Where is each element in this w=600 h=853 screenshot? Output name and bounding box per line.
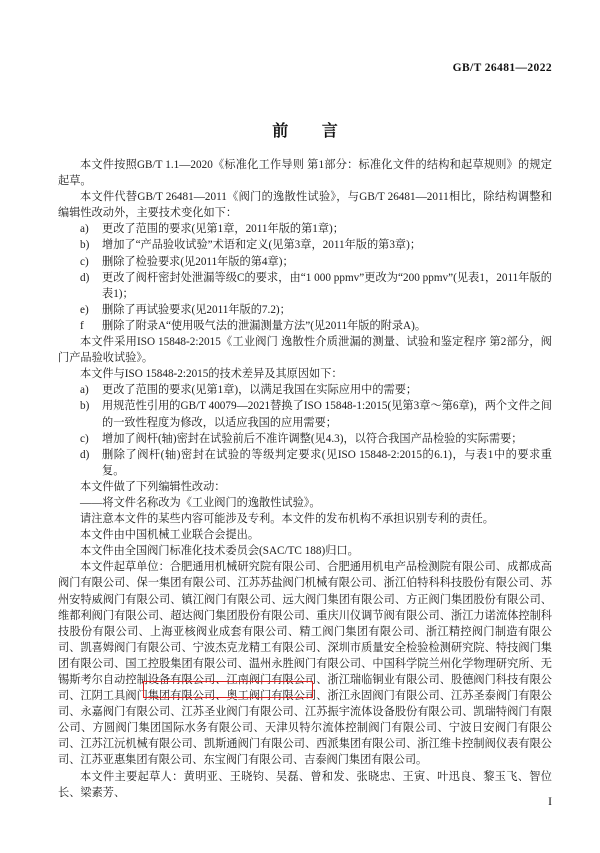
list-item xyxy=(58,431,552,447)
paragraph-1: 本文件按照GB/T 1.1—2020《标准化工作导则 第1部分：标准化文件的结构和起草规则》的规定起草。 xyxy=(58,159,552,188)
paragraph-main-drafters: 本文件主要起草人：黄明亚、王晓钧、吴磊、曾和发、张晓忠、王寅、叶迅良、黎玉飞、智位长、梁素芳、 xyxy=(58,770,552,799)
list-item xyxy=(58,270,552,302)
list-marker: f xyxy=(80,319,84,332)
paragraph-drafting-organizations: 本文件起草单位：合肥通用机械研究院有限公司、合肥通用机电产品检测院有限公司、成都成高阀门有限公司、保一集团有限公司、江苏苏盐阀门机械有限公司、浙江伯特科科技股份有限公司、苏州安特威阀门有限公司、镇江阀门有限公司、远大阀门集团有限公司、方正阀门集团股份有限公司、维都利阀门有限公司、超达阀门集团股份有限公司、重庆川仪调节阀有限公司、浙江力诺流体控制科技股份有限公司、上海亚核阀业成套有限公司、精工阀门集团有限公司、浙江精控阀门制造有限公司、凯喜姆阀门有限公司、宁波杰克龙精工有限公司、深圳市质量安全检验检测研究院、特技阀门集团有限公司、国工控股集团有限公司、温州永胜阀门有限公司、中国科学院兰州化学物理研究所、无锡斯考尔自动控制设备有限公司、江南阀门有限公司、浙江瑞临铜业有限公司、股德阀门科技有限公司、江阴工具阀门集团有限公司、奥工阀门有限公司、浙江永固阀门有限公司、江苏圣泰阀门有限公司、永嘉阀门有限公司、江苏圣业阀门有限公司、江苏振宇流体设备股份有限公司、凯瑞特阀门有限公司、方圆阀门集团国际水务有限公司、天津贝特尔流体控制阀门有限公司、宁波日安阀门有限公司、江苏江沅机械有限公司、凯斯通阀门有限公司、西派集团有限公司、浙江维卡控制阀仪表有限公司、江苏亚惠集团有限公司、东宝阀门有限公司、吉泰阀门集团有限公司。 xyxy=(58,561,552,767)
list-item xyxy=(58,237,552,253)
list-item xyxy=(58,254,552,270)
paragraph-8: 本文件由中国机械工业联合会提出。 xyxy=(80,529,260,542)
list-item xyxy=(58,302,552,318)
list-marker: b) xyxy=(80,239,90,252)
list-item-text: 删除了再试验要求(见2011年版的7.2)； xyxy=(102,303,291,316)
paragraph-5: 本文件做了下列编辑性改动： xyxy=(80,480,226,493)
paragraph-6: ——将文件名称改为《工业阀门的逸散性试验》。 xyxy=(80,496,321,509)
list-item-text: 更改了范围的要求(见第1章)，以满足我国在实际应用中的需要； xyxy=(102,384,418,397)
list-item-text: 增加了“产品验收试验”术语和定义(见第3章，2011年版的第3章)； xyxy=(102,239,422,252)
list-marker: a) xyxy=(80,223,89,236)
list-marker: b) xyxy=(80,400,90,413)
list-item-text: 用规范性引用的GB/T 40079—2021替换了ISO 15848-1:2015(见第3章～第6章)，两个文件之间的一致性程度为修改，以适应我国的应用需要； xyxy=(102,400,552,429)
paragraph-2: 本文件代替GB/T 26481—2011《阀门的逸散性试验》，与GB/T 26481—2011相比，除结构调整和编辑性改动外，主要技术变化如下： xyxy=(58,191,552,220)
list-item xyxy=(58,398,552,430)
list-marker: a) xyxy=(80,384,89,397)
list-marker: c) xyxy=(80,255,89,268)
list-item-text: 删除了阀杆(轴)密封在试验的等级判定要求(见ISO 15848-2:2015的6.1)，与表1中的要求重复。 xyxy=(102,448,552,477)
list-item-text: 更改了阀杆密封处泄漏等级C的要求，由“1 000 ppmv”更改为“200 ppmv”(见表1，2011年版的表1)； xyxy=(102,271,552,300)
page-content-area xyxy=(58,0,552,853)
list-item-text: 删除了检验要求(见2011年版的第4章)； xyxy=(102,255,294,268)
page-number: I xyxy=(548,796,552,808)
list-item xyxy=(58,447,552,479)
change-list-1 xyxy=(58,221,552,334)
list-item-text: 删除了附录A“使用吸气法的泄漏测量方法”(见2011年版的附录A)。 xyxy=(102,319,427,332)
paragraph-4: 本文件与ISO 15848-2:2015的技术差异及其原因如下： xyxy=(80,368,343,381)
list-item xyxy=(58,318,552,334)
change-list-2 xyxy=(58,382,552,479)
paragraph-3: 本文件采用ISO 15848-2:2015《工业阀门 逸散性介质泄漏的测量、试验和鉴定程序 第2部分，阀门产品验收试验》。 xyxy=(58,336,552,365)
list-item-text: 更改了范围的要求(见第1章，2011年版的第1章)； xyxy=(102,223,344,236)
paragraph-7: 请注意本文件的某些内容可能涉及专利。本文件的发布机构不承担识别专利的责任。 xyxy=(80,513,494,526)
list-item xyxy=(58,382,552,398)
list-item-text: 增加了阀杆(轴)密封在试验前后不准许调整(见4.3)，以符合我国产品检验的实际需要； xyxy=(102,432,523,445)
list-marker: e) xyxy=(80,303,89,316)
list-marker: d) xyxy=(80,448,90,461)
page-title: 前 言 xyxy=(272,121,352,140)
list-marker: d) xyxy=(80,271,90,284)
list-marker: c) xyxy=(80,432,89,445)
page-header-standard-code: GB/T 26481—2022 xyxy=(452,62,552,74)
paragraph-9: 本文件由全国阀门标准化技术委员会(SAC/TC 188)归口。 xyxy=(80,545,359,558)
list-item xyxy=(58,221,552,237)
document-body xyxy=(58,157,552,801)
